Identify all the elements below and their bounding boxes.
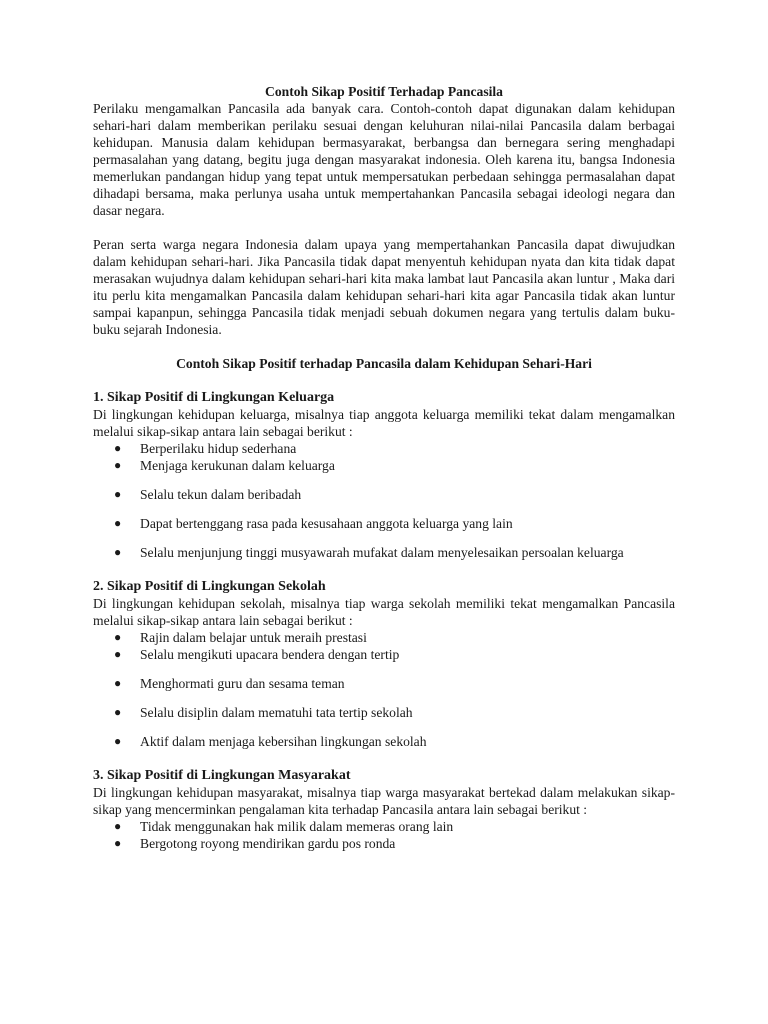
bullet-icon: ● [114,647,122,661]
list-item [93,457,675,474]
list-item-text: Bergotong royong mendirikan gardu pos ronda [140,836,396,851]
list-item-text: Dapat bertenggang rasa pada kesusahaan anggota keluarga yang lain [140,516,513,531]
list-item [93,646,675,663]
bullet-icon: ● [114,487,122,501]
bullet-icon: ● [114,819,122,833]
list-item-text: Selalu tekun dalam beribadah [140,487,302,502]
document-page [93,83,675,852]
list-item [93,818,675,835]
bullet-icon: ● [114,545,122,559]
bullet-icon: ● [114,836,122,850]
list-item-text: Selalu disiplin dalam mematuhi tata tertip sekolah [140,705,413,720]
bullet-icon: ● [114,441,122,455]
list-item [93,629,675,646]
list-item [93,675,675,692]
section-heading-masyarakat: 3. Sikap Positif di Lingkungan Masyarakat [93,768,351,783]
list-item-text: Selalu mengikuti upacara bendera dengan tertip [140,647,400,662]
list-item-text: Rajin dalam belajar untuk meraih prestasi [140,630,367,645]
section-intro-keluarga: Di lingkungan kehidupan keluarga, misalnya tiap anggota keluarga memiliki tekat dalam mengamalkan melalui sikap-sikap antara lain sebagai berikut : [93,407,675,439]
intro-paragraph-1: Perilaku mengamalkan Pancasila ada banyak cara. Contoh-contoh dapat digunakan dalam kehidupan sehari-hari dalam memberikan perilaku sesuai dengan keluhuran nilai-nilai Pancasila dalam berbagai kehidupan. Manusia dalam kehidupan bermasyarakat, berbangsa dan bernegara sering menghadapi permasalahan yang datang, begitu juga dengan masyarakat indonesia. Oleh karena itu, bangsa Indonesia memerlukan pandangan hidup yang tepat untuk mempersatukan perbedaan sehingga permasalahan dapat dihadapi bersama, maka perlunya usaha untuk mempertahankan Pancasila sebagai ideologi negara dan dasar negara. [93,101,675,218]
bullet-icon: ● [114,676,122,690]
bullet-icon: ● [114,516,122,530]
bullet-icon: ● [114,630,122,644]
bullet-icon: ● [114,734,122,748]
list-item-text: Aktif dalam menjaga kebersihan lingkungan sekolah [140,734,427,749]
bullet-list-keluarga [93,440,675,561]
list-item-text: Selalu menjunjung tinggi musyawarah mufakat dalam menyelesaikan persoalan keluarga [140,545,624,560]
bullet-icon: ● [114,705,122,719]
list-item-text: Berperilaku hidup sederhana [140,441,297,456]
list-item [93,515,675,532]
list-item [93,733,675,750]
section-heading-keluarga: 1. Sikap Positif di Lingkungan Keluarga [93,390,335,405]
section-heading-sekolah: 2. Sikap Positif di Lingkungan Sekolah [93,579,326,594]
document-title: Contoh Sikap Positif Terhadap Pancasila [265,84,503,99]
list-item [93,486,675,503]
section-intro-masyarakat: Di lingkungan kehidupan masyarakat, misalnya tiap warga masyarakat bertekad dalam melakukan sikap-sikap yang mencerminkan pengalaman kita terhadap Pancasila antara lain sebagai berikut : [93,785,675,817]
bullet-list-sekolah [93,629,675,750]
list-item [93,704,675,721]
section-intro-sekolah: Di lingkungan kehidupan sekolah, misalnya tiap warga sekolah memiliki tekat mengamalkan Pancasila melalui sikap-sikap antara lain sebagai berikut : [93,596,675,628]
intro-paragraph-2: Peran serta warga negara Indonesia dalam upaya yang mempertahankan Pancasila dapat diwujudkan dalam kehidupan sehari-hari. Jika Pancasila tidak dapat menyentuh kehidupan nyata dan kita tidak dapat merasakan wujudnya dalam kehidupan sehari-hari kita maka lambat laut Pancasila akan luntur , Maka dari itu perlu kita mengamalkan Pancasila dalam kehidupan sehari-hari kita agar Pancasila tidak akan luntur sampai kapanpun, sehingga Pancasila tidak menjadi sebuah dokumen negara yang tertulis dalam buku-buku sejarah Indonesia. [93,237,675,337]
list-item [93,835,675,852]
bullet-list-masyarakat [93,818,675,852]
list-item [93,544,675,561]
list-item-text: Menghormati guru dan sesama teman [140,676,345,691]
document-subtitle: Contoh Sikap Positif terhadap Pancasila dalam Kehidupan Sehari-Hari [176,356,592,371]
list-item-text: Menjaga kerukunan dalam keluarga [140,458,335,473]
bullet-icon: ● [114,458,122,472]
list-item [93,440,675,457]
list-item-text: Tidak menggunakan hak milik dalam memeras orang lain [140,819,454,834]
